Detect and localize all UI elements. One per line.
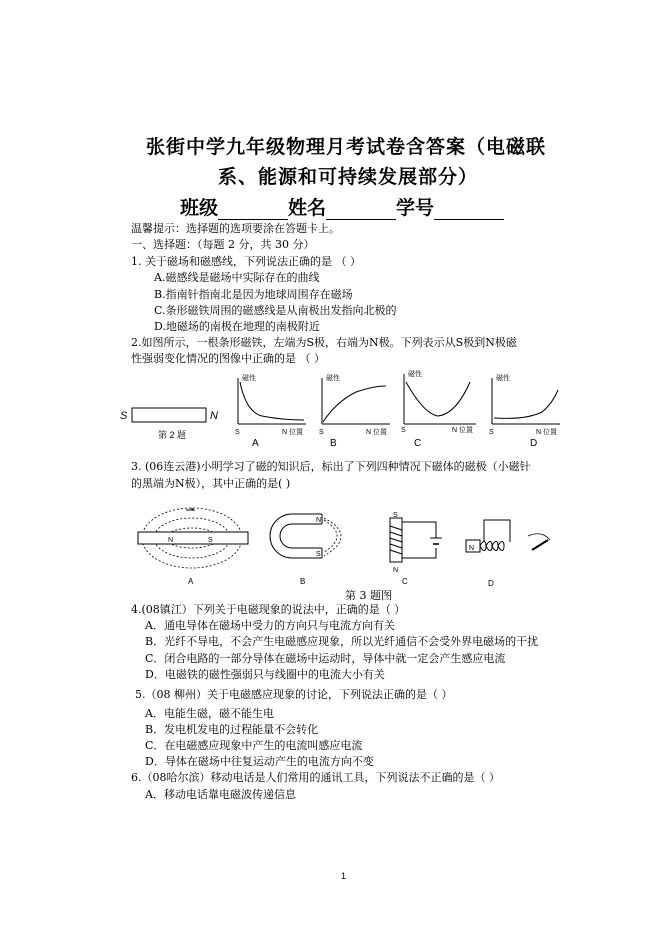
- graph-d-ylabel: 磁性: [496, 375, 510, 382]
- graph-d-label: D: [530, 438, 538, 449]
- q4-option-d: D．电磁铁的磁性强弱只与线圈中的电流大小有关: [145, 668, 385, 681]
- graph-d-x-s: S: [489, 429, 494, 436]
- q5-option-a: A．电能生磁，磁不能生电: [145, 707, 274, 720]
- graph-d-curve: [494, 390, 558, 418]
- q2-graph-a: [232, 372, 312, 450]
- graph-c-ylabel: 磁性: [408, 371, 422, 378]
- q1-stem: 1. 关于磁场和磁感线，下列说法正确的是 （ ）: [131, 255, 361, 268]
- q3-a-label: A: [188, 577, 194, 586]
- tip-text: 温馨提示：选择题的选项要涂在答题卡上。: [131, 222, 340, 235]
- graph-c-curve: [406, 382, 470, 416]
- q6-option-a: A．移动电话靠电磁波传递信息: [145, 788, 296, 801]
- id-label: 学号: [396, 197, 435, 219]
- q3-figure-a: [134, 500, 252, 588]
- q3-a-pole-n: N: [168, 537, 174, 544]
- q2-graph-c: [400, 368, 482, 450]
- graph-c-x-s: S: [401, 427, 406, 434]
- q5-option-d: D．导体在磁场中往复运动产生的电流方向不变: [145, 755, 374, 768]
- q2-stem-line-1: 2.如图所示，一根条形磁铁，左端为S极，右端为N极。下列表示从S极到N极磁: [131, 336, 517, 349]
- q4-option-a: A．通电导体在磁场中受力的方向只与电流方向有关: [145, 619, 395, 632]
- q2-bar-magnet: [132, 408, 206, 422]
- q5-option-b: B．发电机发电的过程能量不会转化: [145, 723, 319, 736]
- q3-figure-d: [462, 510, 562, 590]
- q4-option-c: C．闭合电路的一部分导体在磁场中运动时，导体中就一定会产生感应电流: [145, 652, 506, 665]
- graph-a-x-s: S: [235, 429, 240, 436]
- page-number: 1: [341, 871, 347, 881]
- q1-option-c: C.条形磁铁周围的磁感线是从南极出发指向北极的: [154, 304, 397, 317]
- q1-option-a: A.磁感线是磁场中实际存在的曲线: [154, 271, 320, 284]
- q3-d-pole-n: N: [469, 545, 475, 552]
- q3-c-pole-n: N: [393, 567, 399, 574]
- page-title-line-2: 系、能源和可持续发展部分）: [218, 166, 479, 188]
- graph-a-x-n: N 位置: [282, 429, 303, 436]
- graph-d-x-n: N 位置: [536, 429, 557, 436]
- q3-a-pole-s: S: [208, 537, 213, 544]
- q3-figure-b: [260, 500, 360, 588]
- student-info-line: [180, 193, 504, 220]
- graph-c-label: C: [414, 438, 422, 449]
- graph-b-ylabel: 磁性: [326, 375, 340, 382]
- q2-magnet-figure: [118, 400, 223, 445]
- q2-magnet-n-label: N: [210, 410, 218, 422]
- graph-c-x-n: N 位置: [452, 427, 473, 434]
- q2-graph-b: [316, 372, 396, 450]
- graph-a-label: A: [252, 438, 259, 449]
- q3-c-pole-s: S: [393, 512, 398, 519]
- q3-b-pole-n: N: [316, 517, 322, 524]
- q3-c-label: C: [402, 577, 408, 586]
- q3-b-label: B: [300, 577, 306, 586]
- graph-b-label: B: [330, 438, 337, 449]
- q4-option-b: B．光纤不导电，不会产生电磁感应现象，所以光纤通信不会受外界电磁场的干扰: [145, 635, 539, 648]
- graph-a-ylabel: 磁性: [242, 375, 256, 382]
- q3-stem-line-1: 3. (06连云港)小明学习了磁的知识后，标出了下列四种情况下磁体的磁极（小磁针: [131, 460, 531, 473]
- q3-figure-caption: 第 3 题图: [345, 589, 392, 602]
- q6-stem: 6.（08哈尔滨）移动电话是人们常用的通讯工具，下列说法不正确的是（ ）: [131, 771, 500, 784]
- class-blank: [218, 201, 288, 220]
- q5-stem: 5.（08 柳州）关于电磁感应现象的讨论，下列说法正确的是（ ）: [135, 688, 453, 701]
- name-label: 姓名: [288, 197, 327, 219]
- q3-stem-line-2: 的黑端为N极），其中正确的是( ): [131, 477, 291, 490]
- graph-b-curve: [323, 386, 386, 422]
- q4-stem: 4.(08镇江）下列关于电磁现象的说法中，正确的是（ ）: [131, 603, 406, 616]
- id-blank: [434, 201, 504, 220]
- q3-figure-c: [380, 508, 448, 588]
- name-blank: [326, 201, 396, 220]
- q1-option-d: D.地磁场的南极在地理的南极附近: [154, 320, 320, 333]
- q2-graph-d: [486, 372, 566, 450]
- q3-b-pole-s: S: [316, 551, 321, 558]
- page-title-line-1: 张街中学九年级物理月考试卷含答案（电磁联: [146, 136, 547, 158]
- q2-magnet-s-label: S: [120, 410, 128, 422]
- q3-d-label: D: [488, 579, 494, 588]
- section-heading: 一、选择题：（每题 2 分，共 30 分）: [131, 238, 315, 251]
- q2-figure-caption: 第 2 题: [158, 430, 187, 440]
- graph-a-curve: [240, 382, 304, 420]
- graph-b-x-s: S: [319, 429, 324, 436]
- class-label: 班级: [180, 197, 219, 219]
- q5-option-c: C．在电磁感应现象中产生的电流叫感应电流: [145, 739, 363, 752]
- q2-stem-line-2: 性强弱变化情况的图像中正确的是 （ ）: [131, 352, 325, 365]
- q1-option-b: B.指南针指南北是因为地球周围存在磁场: [154, 288, 353, 301]
- graph-b-x-n: N 位置: [366, 429, 387, 436]
